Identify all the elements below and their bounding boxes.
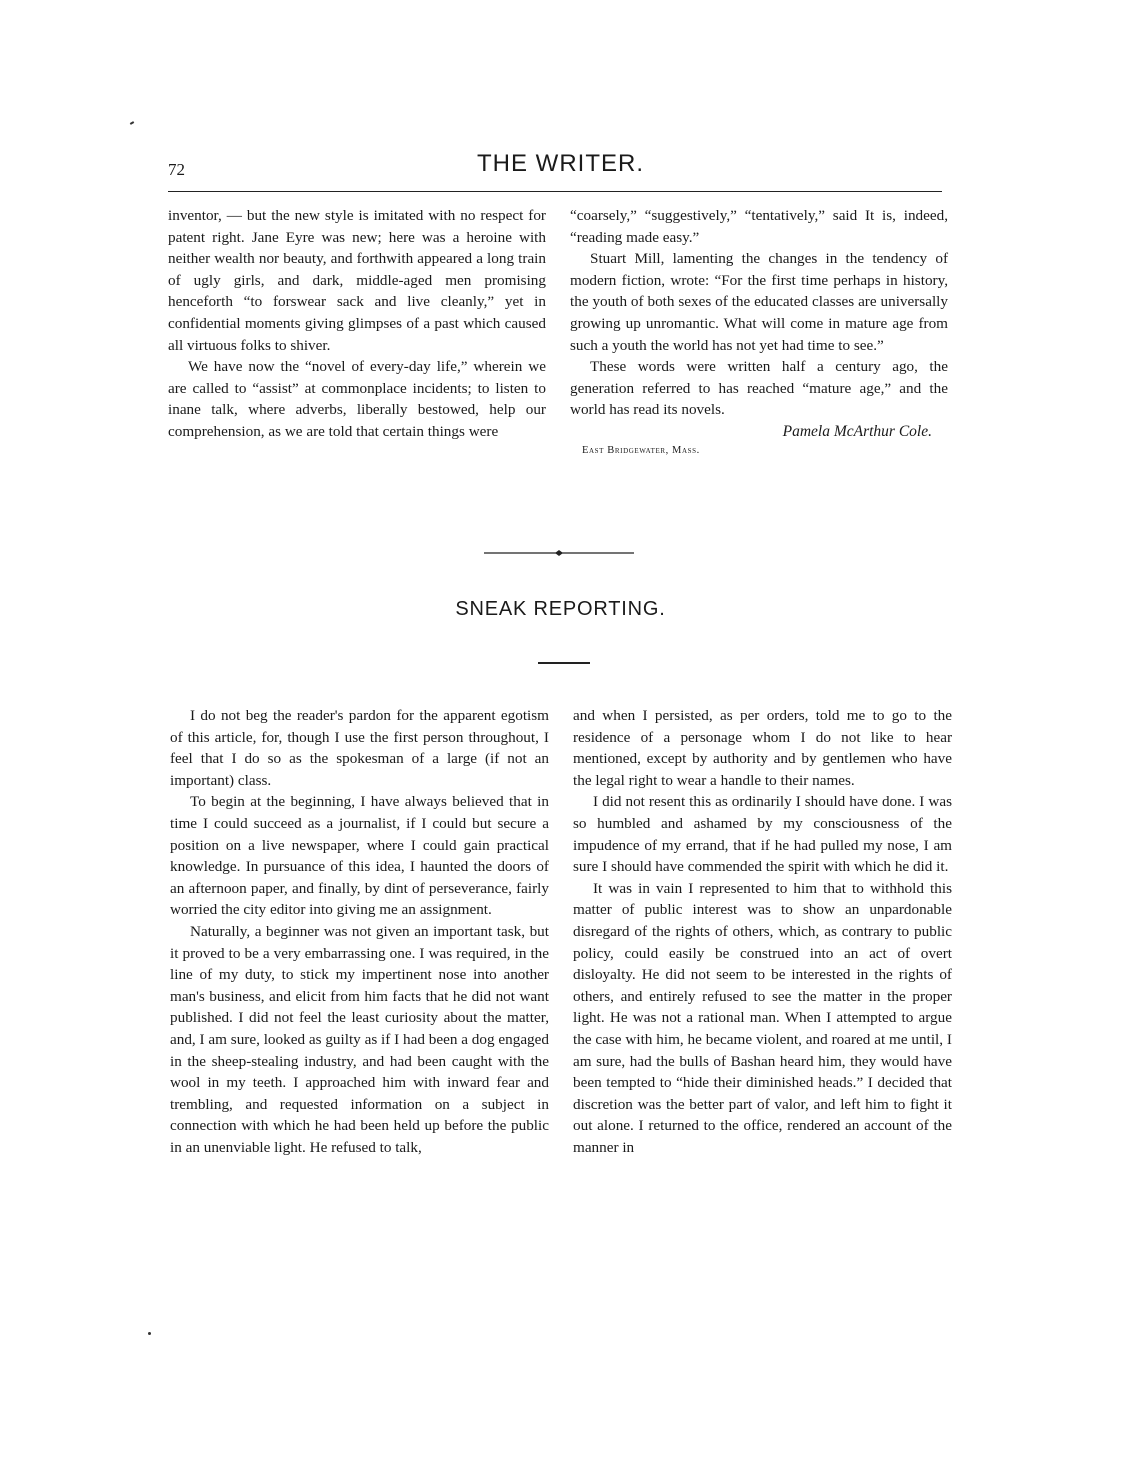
paragraph: Stuart Mill, lamenting the changes in the tendency of modern fiction, wrote: “For the first time perhaps in history, the youth of both sexes of the educated classes are universally growing up unromantic. What will come in mature age from such a youth the world has not yet had time to see.” [570, 250, 948, 354]
author-location: East Bridgewater, Mass. [582, 444, 700, 456]
previous-article-left-column [168, 205, 546, 443]
paragraph: inventor, — but the new style is imitated with no respect for patent right. Jane Eyre was new; here was a heroine with neither wealth nor beauty, and forthwith appeared a long train of ugly girls, and dark, middle-aged men promising henceforth “to forswear sack and live cleanly,” yet in confidential moments giving glimpses of a past which caused all virtuous folks to shiver. [168, 207, 546, 354]
paragraph: I do not beg the reader's pardon for the apparent egotism of this article, for, though I use the first person throughout, I feel that I do so as the spokesman of a large (if not an important) class. [170, 707, 549, 789]
previous-article-right-column [570, 205, 948, 459]
header-rule [168, 191, 942, 192]
paragraph: We have now the “novel of every-day life,” wherein we are called to “assist” at commonplace incidents; to listen to inane talk, where adverbs, liberally bestowed, help our comprehension, as we are told that certain things were [168, 358, 546, 440]
page-number: 72 [168, 160, 185, 179]
article-title: SNEAK REPORTING. [455, 598, 666, 620]
author-signature: Pamela McArthur Cole. [782, 422, 932, 440]
paragraph: It was in vain I represented to him that to withhold this matter of public interest was to show an unpardonable disregard of the rights of others, which, as contrary to public policy, could easily be construed into an act of overt disloyalty. He did not seem to be interested in the rights of others, and entirely refused to see the matter in the proper light. He was not a rational man. When I attempted to argue the case with him, he became violent, and roared at me until, I am sure, had the bulls of Bashan heard him, they would have been tempted to “hide their diminished heads.” I decided that discretion was the better part of valor, and left him to fight it out alone. I returned to the office, rendered an account of the manner in [573, 879, 952, 1156]
journal-title: THE WRITER. [477, 150, 644, 177]
paragraph: Naturally, a beginner was not given an important task, but it proved to be a very embarrassing one. I was required, in the line of my duty, to stick my impertinent nose into another man's business, and elicit from him facts that he did not want published. I did not feel the least curiosity about the matter, and, I am sure, looked as guilty as if I had been a dog engaged in the sheep-stealing industry, and had been caught with the wool in my teeth. I approached him with inward fear and trembling, and requested information on a subject in connection with which he had been held up before the public in an unenviable light. He refused to talk, [170, 922, 549, 1156]
paragraph: These words were written half a century ago, the generation referred to has reached “mature age,” and the world has read its novels. [570, 358, 948, 419]
speck-mark [148, 1332, 151, 1335]
paragraph: “coarsely,” “suggestively,” “tentatively,” said It is, indeed, “reading made easy.” [570, 207, 948, 246]
paragraph: To begin at the beginning, I have always believed that in time I could succeed as a journalist, if I could but secure a position on a live newspaper, where I could gain practical knowledge. In pursuance of this idea, I haunted the doors of an afternoon paper, and finally, by dint of perseverance, fairly worried the city editor into giving me an assignment. [170, 793, 549, 919]
speck-mark [130, 121, 134, 125]
paragraph: I did not resent this as ordinarily I should have done. I was so humbled and ashamed by my consciousness of the impudence of my errand, that if he had pulled my nose, I am sure I should have commended the spirit with which he did it. [573, 793, 952, 876]
section-divider-ornament [484, 548, 634, 558]
title-rule [538, 662, 590, 664]
paragraph: and when I persisted, as per orders, told me to go to the residence of a personage whom I do not like to hear mentioned, except by authority and by gentlemen who have the legal right to wear a handle to their names. [573, 707, 952, 789]
article-right-column [573, 705, 952, 1158]
article-left-column [170, 705, 549, 1158]
